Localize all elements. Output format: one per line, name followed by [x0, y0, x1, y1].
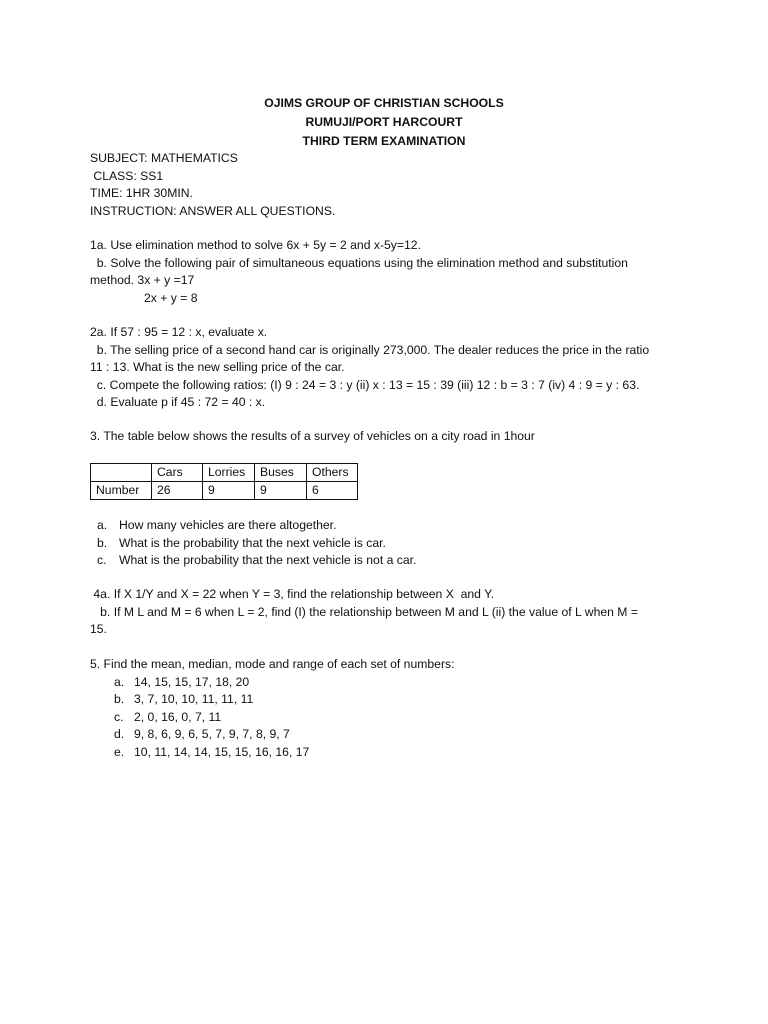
question-1 [90, 237, 680, 307]
q1b-text-line1: b. Solve the following pair of simultaneous equations using the elimination method and substitution [90, 255, 628, 270]
item-text: 2, 0, 16, 0, 7, 11 [134, 709, 222, 724]
question-3 [90, 428, 680, 446]
q5-item-list [90, 674, 680, 762]
question-4 [90, 586, 680, 639]
table-header-row [91, 464, 358, 482]
list-item [90, 744, 680, 762]
school-location: RUMUJI/PORT HARCOURT [305, 115, 463, 129]
q4b-text-line2: 15. [90, 622, 107, 636]
exam-info [90, 150, 680, 220]
list-item [90, 691, 680, 709]
item-text: 3, 7, 10, 10, 11, 11, 11 [134, 692, 254, 706]
table-header-cell: Others [307, 464, 358, 482]
q2b-text-line1: b. The selling price of a second hand car is originally 273,000. The dealer reduces the price in the ratio [90, 342, 650, 357]
item-marker: c. [97, 553, 107, 567]
table-header-cell: Lorries [203, 464, 255, 482]
time-line: TIME: 1HR 30MIN. [90, 186, 193, 200]
item-marker: b. [114, 692, 125, 706]
school-name: OJIMS GROUP OF CHRISTIAN SCHOOLS [264, 96, 504, 110]
q5-intro: 5. Find the mean, median, mode and range of each set of numbers: [90, 657, 455, 671]
table-header-cell: Cars [152, 464, 203, 482]
subject-line: SUBJECT: MATHEMATICS [90, 151, 238, 165]
q4a-text: 4a. If X 1/Y and X = 22 when Y = 3, find the relationship between X and Y. [90, 587, 495, 601]
table-cell: 26 [152, 482, 203, 500]
item-marker: a. [114, 674, 125, 689]
table-header-cell [91, 464, 152, 482]
table-cell: 9 [203, 482, 255, 500]
table-header-cell: Buses [255, 464, 307, 482]
class-line: CLASS: SS1 [90, 168, 164, 183]
q1b-text-line2: method. 3x + y =17 [90, 273, 195, 287]
exam-title: THIRD TERM EXAMINATION [302, 134, 466, 148]
item-marker: d. [114, 727, 125, 741]
question-2 [90, 324, 680, 412]
item-marker: e. [114, 744, 125, 759]
item-marker: c. [114, 709, 124, 724]
list-item [90, 552, 680, 570]
question-5 [90, 656, 680, 761]
question-3-items [90, 517, 680, 570]
q2b-text-line2: 11 : 13. What is the new selling price of the car. [90, 360, 345, 374]
q1b-text-line3: 2x + y = 8 [144, 290, 198, 305]
q3-item-list [90, 517, 680, 570]
item-marker: b. [97, 535, 108, 550]
item-text: What is the probability that the next vehicle is car. [119, 535, 386, 550]
q2c-text: c. Compete the following ratios: (I) 9 : 24 = 3 : y (ii) x : 13 = 15 : 39 (iii) 12 : b = 3 : 7 (iv) 4 : 9 = y : 63. [90, 377, 640, 392]
list-item [90, 674, 680, 692]
table-cell: Number [91, 482, 152, 500]
item-text: What is the probability that the next vehicle is not a car. [119, 553, 417, 567]
item-text: 10, 11, 14, 14, 15, 15, 16, 16, 17 [134, 744, 310, 759]
list-item [90, 726, 680, 744]
item-marker: a. [97, 518, 108, 532]
survey-table [90, 463, 358, 500]
q4b-text-line1: b. If M L and M = 6 when L = 2, find (I) the relationship between M and L (ii) the value of L when M = [90, 604, 638, 619]
instruction-line: INSTRUCTION: ANSWER ALL QUESTIONS. [90, 203, 336, 218]
list-item [90, 709, 680, 727]
q2d-text: d. Evaluate p if 45 : 72 = 40 : x. [90, 395, 266, 409]
list-item [90, 517, 680, 535]
document-header [0, 94, 768, 151]
q2a-text: 2a. If 57 : 95 = 12 : x, evaluate x. [90, 325, 268, 339]
table-cell: 6 [307, 482, 358, 500]
item-text: How many vehicles are there altogether. [119, 518, 337, 532]
table-cell: 9 [255, 482, 307, 500]
item-text: 14, 15, 15, 17, 18, 20 [134, 674, 250, 689]
table-row [91, 482, 358, 500]
item-text: 9, 8, 6, 9, 6, 5, 7, 9, 7, 8, 9, 7 [134, 727, 290, 741]
q1a-text: 1a. Use elimination method to solve 6x + 5y = 2 and x-5y=12. [90, 238, 421, 252]
q3-intro: 3. The table below shows the results of a survey of vehicles on a city road in 1hour [90, 429, 535, 443]
list-item [90, 535, 680, 553]
